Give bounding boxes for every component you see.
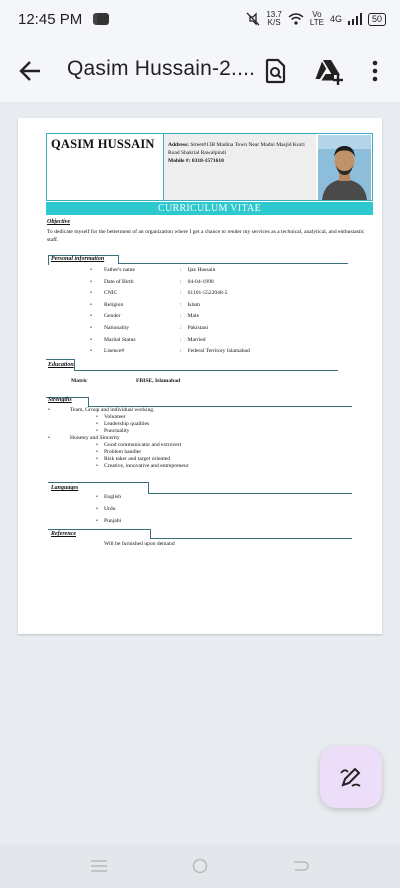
status-right: [246, 9, 386, 29]
more-options-icon[interactable]: [360, 56, 390, 86]
bullet-icon: •: [96, 518, 98, 524]
bullet-icon: •: [90, 348, 92, 355]
bullet-icon: •: [90, 325, 92, 331]
personal-info-text: Federal Territory Islamabad: [187, 348, 250, 355]
volte-indicator: Vo LTE: [309, 10, 324, 27]
network-speed: [266, 11, 282, 27]
contact-box: [164, 134, 316, 200]
bullet-icon: •: [90, 313, 92, 320]
edit-fab-button[interactable]: [320, 746, 382, 808]
personal-info-label: Religion: [104, 301, 124, 308]
strength-item: Punctuality: [104, 428, 130, 434]
strength-item: Risk taker and target oriented: [104, 456, 171, 462]
personal-info-text: Pakistani: [187, 325, 209, 331]
document-page: [18, 118, 382, 634]
personal-info-value: [180, 337, 206, 343]
personal-info-text: 61101-5522048-5: [187, 290, 228, 297]
personal-info-text: Islam: [187, 301, 200, 308]
document-title: Qasim Hussain-2....: [67, 57, 256, 80]
address-label: Address:: [168, 142, 189, 148]
personal-info-row: [82, 348, 282, 359]
wifi-icon: [288, 13, 304, 25]
personal-info-value: [180, 325, 208, 331]
section-divider: [46, 359, 74, 360]
personal-info-value: [180, 313, 199, 319]
bullet-icon: •: [96, 449, 98, 455]
bullet-icon: •: [96, 463, 98, 469]
mute-icon: [246, 12, 260, 26]
personal-info-row: [82, 279, 282, 290]
section-divider: [118, 263, 348, 264]
bullet-icon: •: [48, 407, 50, 413]
bullet-icon: •: [96, 456, 98, 462]
personal-info-row: [82, 313, 282, 324]
personal-info-text: Male: [187, 313, 200, 320]
languages-heading: Languages: [51, 485, 79, 491]
section-divider: [48, 482, 148, 483]
personal-info-value: [180, 279, 214, 285]
recents-icon[interactable]: [89, 856, 109, 876]
bullet-icon: •: [96, 428, 98, 434]
personal-info-value: [180, 302, 200, 308]
strength-group-title: Honesty and Sincerity: [70, 435, 120, 441]
section-divider: [48, 255, 49, 265]
objective-text: To dedicate myself for the betterment of an organization where I get a chance to render my services as a technical, analytical, and enthusiastic staff.: [47, 229, 365, 243]
personal-info-heading: Personal information: [51, 256, 105, 262]
strength-group-title: Team, Group and individual working.: [70, 407, 155, 413]
cv-title-banner: CURRICULUM VITAE: [46, 202, 373, 215]
speed-unit: K/S: [267, 18, 281, 27]
personal-info-separator: :: [180, 313, 182, 320]
battery-icon: [368, 13, 386, 26]
bullet-icon: •: [90, 278, 92, 285]
language-item: Punjabi: [104, 518, 122, 524]
personal-info-separator: :: [180, 290, 182, 297]
personal-info-separator: :: [180, 325, 182, 331]
education-heading: Education: [48, 362, 74, 368]
personal-info-separator: :: [180, 278, 182, 285]
mobile-label: Mobile #:: [168, 158, 191, 164]
speed-value: 13.7: [266, 10, 282, 19]
education-board: FBISE, Islamabad: [136, 378, 181, 384]
cv-name: QASIM HUSSAIN: [51, 137, 155, 151]
bullet-icon: •: [96, 414, 98, 420]
profile-photo: [318, 135, 371, 200]
strengths-heading: Strengths: [48, 397, 72, 403]
status-bar: [0, 0, 400, 40]
strength-item: Leadership qualities: [104, 421, 150, 427]
cv-header: [46, 133, 373, 201]
personal-info-label: Lisence#: [104, 348, 125, 355]
personal-info-text: Married: [187, 336, 206, 343]
strength-item: Volunteer: [104, 414, 126, 420]
personal-info-label: Marital Status: [104, 336, 136, 343]
personal-info-separator: :: [180, 301, 182, 308]
system-nav-bar: [0, 844, 400, 888]
personal-info-label: Date of Birth: [104, 278, 134, 285]
strength-item: Creative, innovative and entrepreneur: [104, 463, 189, 469]
bullet-icon: •: [96, 506, 98, 512]
personal-info-text: 04-04-1990: [187, 278, 214, 285]
language-item: English: [104, 494, 122, 500]
reference-text: Will be furnished upon demand: [104, 541, 175, 547]
personal-info-label: Father's name: [104, 267, 135, 273]
find-in-page-icon[interactable]: [260, 56, 290, 86]
personal-info-separator: :: [180, 336, 182, 343]
personal-info-row: [82, 325, 282, 336]
contact-details: [168, 141, 314, 165]
app-bar: [0, 40, 400, 102]
section-divider: [48, 529, 150, 530]
youtube-notification-icon: [97, 13, 109, 25]
personal-info-row: [82, 337, 282, 348]
section-divider: [148, 493, 352, 494]
personal-info-row: [82, 302, 282, 313]
network-type: 4G: [329, 14, 342, 24]
personal-info-value: [180, 290, 227, 296]
signal-icon: [348, 13, 362, 25]
personal-info-label: Nationality: [104, 325, 130, 331]
back-arrow-icon[interactable]: [16, 56, 46, 86]
section-divider: [118, 255, 119, 263]
personal-info-separator: :: [180, 267, 182, 273]
edit-pen-icon: [338, 764, 364, 790]
personal-info-value: [180, 348, 250, 354]
objective-heading: Objective: [47, 219, 70, 225]
status-time: 12:45 PM: [18, 11, 83, 28]
personal-info-separator: :: [180, 348, 182, 355]
personal-info-row: [82, 267, 282, 278]
address-text: Street#13B Madina Town Near Madni Masjid Kurri Road Shakrial Rawalpindi: [168, 142, 305, 156]
strength-item: Problem handler: [104, 449, 142, 455]
add-to-drive-icon[interactable]: [313, 56, 343, 86]
bullet-icon: •: [48, 435, 50, 441]
section-divider: [150, 538, 352, 539]
personal-info-text: Ijaz Hussain: [187, 267, 216, 273]
bullet-icon: •: [96, 421, 98, 427]
personal-info-value: [180, 267, 215, 273]
battery-level: 50: [371, 13, 382, 24]
bullet-icon: •: [90, 336, 92, 343]
bullet-icon: •: [96, 442, 98, 448]
mobile-value: 0318-1571610: [190, 158, 224, 164]
personal-info-row: [82, 290, 282, 301]
personal-info-label: CNIC: [104, 290, 118, 297]
education-degree: Matric: [71, 378, 88, 384]
bullet-icon: •: [90, 267, 92, 273]
bullet-icon: •: [90, 301, 92, 308]
section-divider: [74, 370, 338, 371]
back-nav-icon[interactable]: [290, 856, 310, 876]
bullet-icon: •: [96, 494, 98, 500]
home-icon[interactable]: [190, 856, 210, 876]
bullet-icon: •: [90, 290, 92, 297]
reference-heading: Reference: [51, 531, 76, 537]
language-item: Urdu: [104, 506, 116, 512]
strength-item: Good communicator and extrovert: [104, 442, 182, 448]
personal-info-label: Gender: [104, 313, 121, 320]
